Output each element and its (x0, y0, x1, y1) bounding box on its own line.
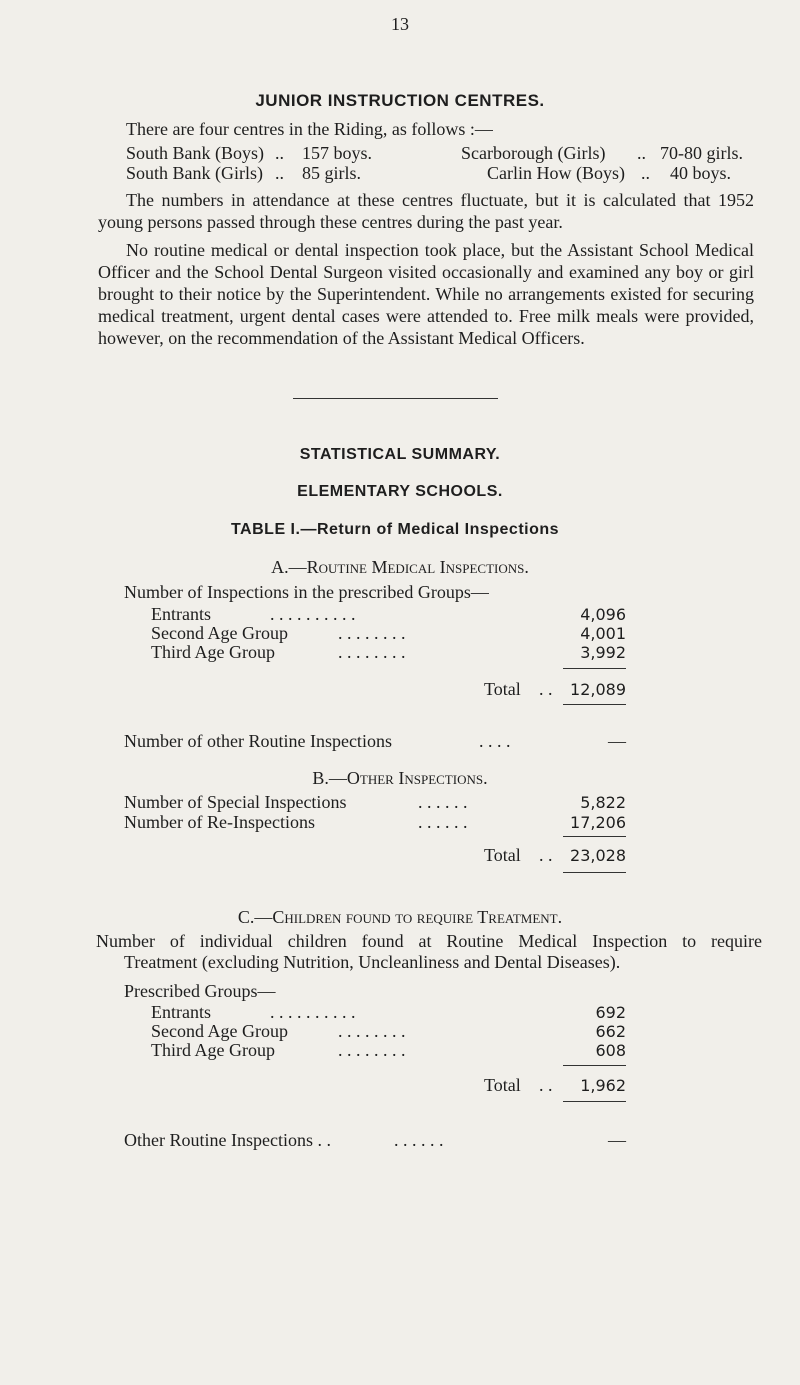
row-value: 3,992 (580, 643, 626, 662)
row-value: 662 (595, 1022, 626, 1041)
centre-dots: .. (637, 143, 646, 163)
row-label: Second Age Group (151, 623, 288, 643)
section-divider (293, 398, 498, 399)
centre-dots: .. (275, 143, 284, 163)
section-c-line: Treatment (excluding Nutrition, Uncleanliness and Dental Diseases). (124, 952, 621, 972)
row-label: Entrants (151, 604, 211, 624)
row-dots: . . . . . . (418, 792, 468, 812)
row-label: Entrants (151, 1002, 211, 1022)
section-c-line: Number of individual children found at Routine Medical Inspection to require (96, 931, 762, 951)
row-value: 608 (595, 1041, 626, 1060)
total-dots: . . (539, 845, 553, 865)
other-routine-dots: . . . . . . (394, 1130, 444, 1150)
para2-line: medical treatment, urgent dental cases were attended to. Free milk meals were provided, (98, 306, 754, 326)
row-dots: . . . . . . . . (338, 1021, 406, 1041)
total-rule (563, 704, 626, 705)
row-dots: . . . . . . . . (338, 642, 406, 662)
section-c-heading: C.—Children found to require Treatment. (237, 907, 563, 927)
row-value: 4,096 (580, 605, 626, 624)
other-inspections-value: — (608, 731, 626, 751)
centre-count: 85 girls. (302, 163, 362, 183)
total-label: Total (484, 1075, 521, 1095)
row-value: 4,001 (580, 624, 626, 643)
para2-line: Officer and the School Dental Surgeon visited occasionally and examined any boy or girl (98, 262, 754, 282)
prescribed-groups-label: Prescribed Groups— (124, 981, 276, 1001)
row-dots: . . . . . . . . . . (270, 604, 356, 624)
row-value: 17,206 (570, 813, 626, 832)
other-inspections-dots: . . . . (479, 731, 511, 751)
centre-count: 157 boys. (302, 143, 373, 163)
row-dots: . . . . . . . . (338, 1040, 406, 1060)
total-label: Total (484, 679, 521, 699)
row-value: 692 (595, 1003, 626, 1022)
row-dots: . . . . . . . . . . (270, 1002, 356, 1022)
junior-centres-title: JUNIOR INSTRUCTION CENTRES. (255, 91, 545, 110)
total-value: 23,028 (570, 846, 626, 865)
para2-line: No routine medical or dental inspection took place, but the Assistant School Medical (126, 240, 754, 260)
summary-title: STATISTICAL SUMMARY. (299, 446, 501, 463)
centre-name: South Bank (Boys) (126, 143, 265, 163)
other-routine-value: — (608, 1130, 626, 1150)
centre-name: South Bank (Girls) (126, 163, 263, 183)
section-b-heading: B.—Other Inspections. (312, 768, 488, 788)
total-label: Total (484, 845, 521, 865)
total-dots: . . (539, 679, 553, 699)
total-value: 1,962 (580, 1076, 626, 1095)
total-value: 12,089 (570, 680, 626, 699)
centre-dots: .. (641, 163, 650, 183)
summary-subtitle: ELEMENTARY SCHOOLS. (297, 483, 503, 500)
total-rule (563, 668, 626, 669)
row-value: 5,822 (580, 793, 626, 812)
junior-intro: There are four centres in the Riding, as follows :— (126, 119, 493, 139)
para2-line: however, on the recommendation of the Assistant Medical Officers. (98, 328, 585, 348)
centre-name: Carlin How (Boys) (487, 163, 625, 183)
table-title: TABLE I.—Return of Medical Inspections (230, 521, 560, 538)
row-dots: . . . . . . . . (338, 623, 406, 643)
page-number: 13 (391, 14, 409, 34)
centre-count: 40 boys. (670, 163, 732, 183)
para2-line: brought to their notice by the Superintendent. While no arrangements existed for securing (98, 284, 754, 304)
para1-line: young persons passed through these centres during the past year. (98, 212, 563, 232)
total-dots: . . (539, 1075, 553, 1095)
row-label: Number of Special Inspections (124, 792, 347, 812)
para1-line: The numbers in attendance at these centres fluctuate, but it is calculated that 1952 (126, 190, 754, 210)
row-dots: . . . . . . (418, 812, 468, 832)
row-label: Second Age Group (151, 1021, 288, 1041)
centre-name: Scarborough (Girls) (461, 143, 606, 163)
row-label: Number of Re-Inspections (124, 812, 315, 832)
section-a-heading: A.—Routine Medical Inspections. (271, 557, 529, 577)
total-rule (563, 836, 626, 837)
row-label: Third Age Group (151, 642, 275, 662)
other-inspections-label: Number of other Routine Inspections (124, 731, 392, 751)
total-rule (563, 1065, 626, 1066)
centre-dots: .. (275, 163, 284, 183)
total-rule (563, 872, 626, 873)
centre-count: 70-80 girls. (660, 143, 743, 163)
total-rule (563, 1101, 626, 1102)
other-routine-label: Other Routine Inspections . . (124, 1130, 331, 1150)
section-a-intro: Number of Inspections in the prescribed Groups— (124, 582, 489, 602)
row-label: Third Age Group (151, 1040, 275, 1060)
